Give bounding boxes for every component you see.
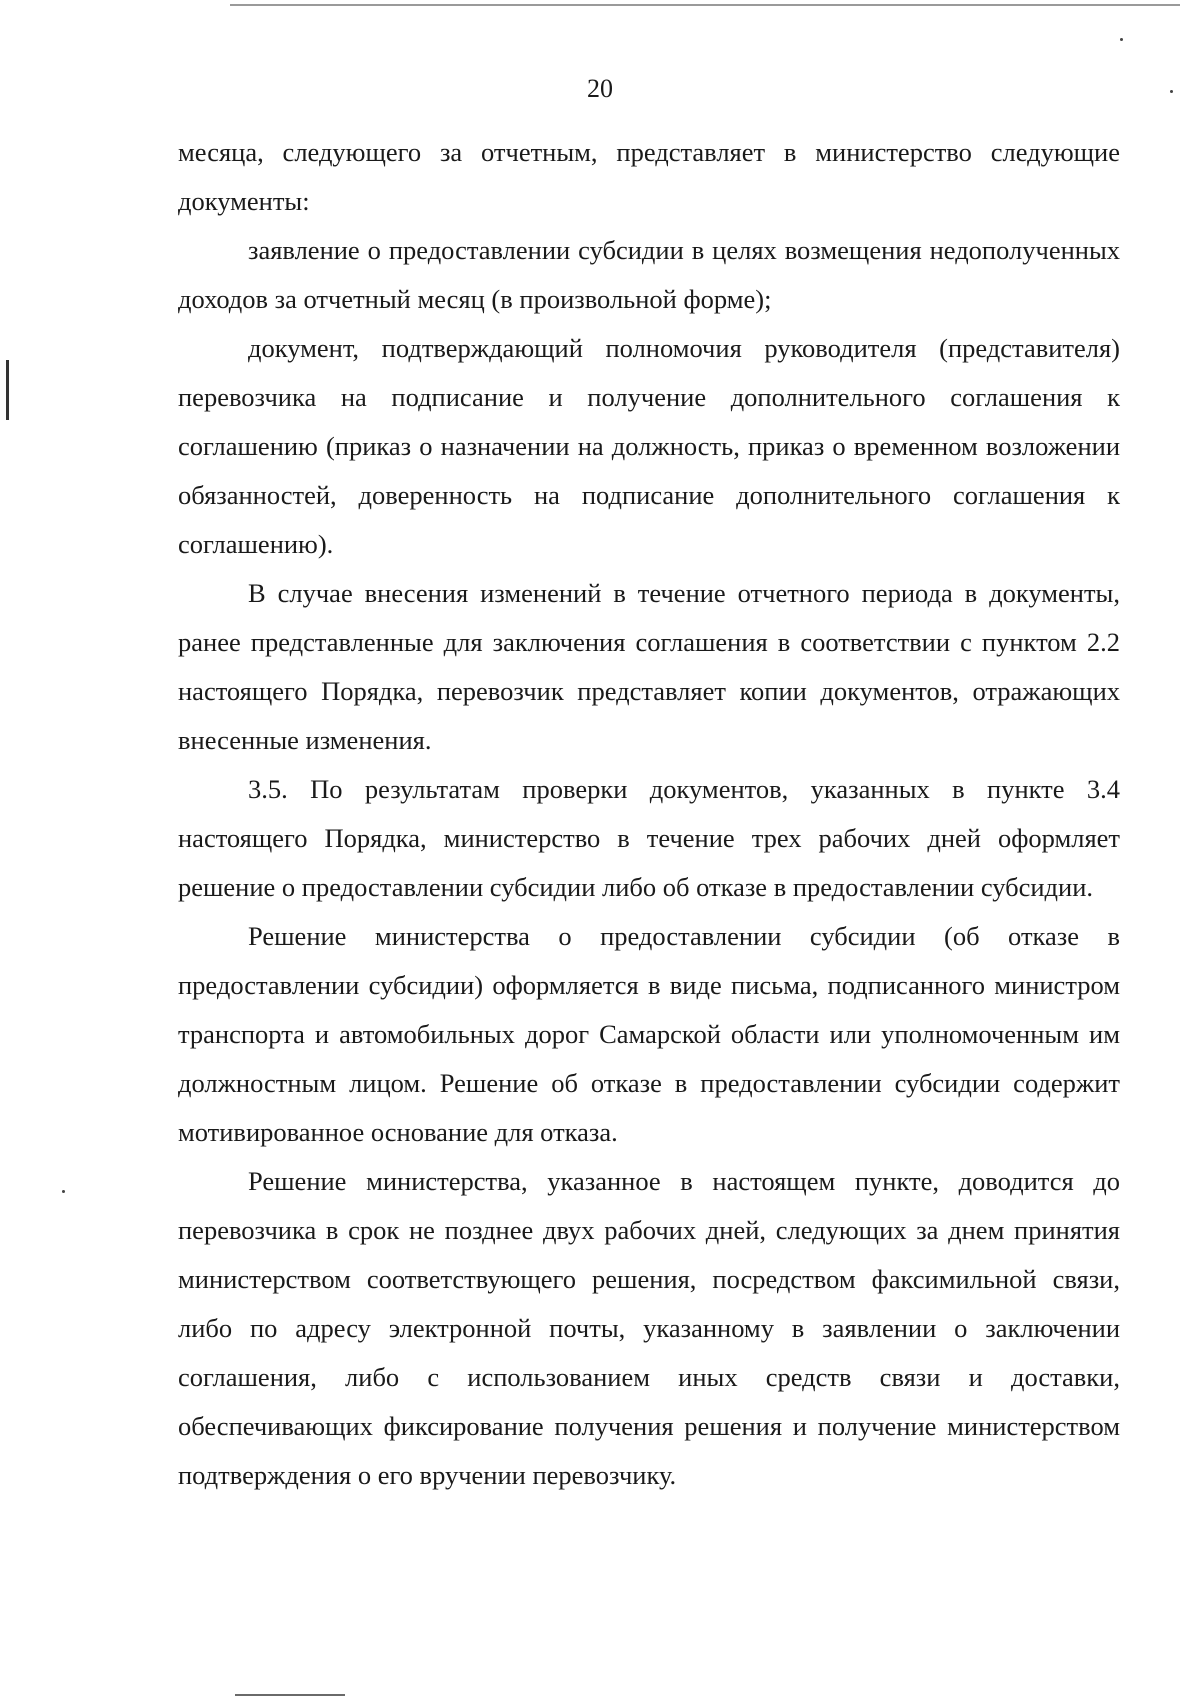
scan-artifact-left-edge: [6, 360, 9, 420]
scan-artifact-top-line: [230, 4, 1180, 6]
paragraph-decision-delivery: Решение министерства, указанное в настоящем пункте, доводится до перевозчика в срок не позднее двух рабочих дней, следующих за днем принятия министерством соответствующего решения, посредством факсимильной связи, либо по адресу электронной почты, указанному в заявлении о заключении соглашения, либо с использованием иных средств связи и доставки, обеспечивающих фиксирование получения решения и получение министерством подтверждения о его вручении перевозчику.: [178, 1166, 1120, 1490]
paragraph-application-item: заявление о предоставлении субсидии в целях возмещения недополученных доходов за отчетный месяц (в произвольной форме);: [178, 235, 1120, 314]
document-body: [178, 128, 1120, 1500]
paragraph-clause-3-5: 3.5. По результатам проверки документов, указанных в пункте 3.4 настоящего Порядка, министерство в течение трех рабочих дней оформляет решение о предоставлении субсидии либо об отказе в предоставлении субсидии.: [178, 774, 1120, 902]
scan-artifact-bottom-line: [235, 1694, 345, 1696]
paragraph-authority-document-item: документ, подтверждающий полномочия руководителя (представителя) перевозчика на подписание и получение дополнительного соглашения к соглашению (приказ о назначении на должность, приказ о временном возложении обязанностей, доверенность на подписание дополнительного соглашения к соглашению).: [178, 333, 1120, 559]
paragraph-continuation: месяца, следующего за отчетным, представляет в министерство следующие документы:: [178, 137, 1120, 216]
paragraph-changes-in-documents: В случае внесения изменений в течение отчетного периода в документы, ранее представленные для заключения соглашения в соответствии с пунктом 2.2 настоящего Порядка, перевозчик представляет копии документов, отражающих внесенные изменения.: [178, 578, 1120, 755]
scan-speck: [1120, 38, 1123, 41]
scan-speck: [62, 1190, 65, 1193]
paragraph-decision-format: Решение министерства о предоставлении субсидии (об отказе в предоставлении субсидии) оформляется в виде письма, подписанного министром транспорта и автомобильных дорог Самарской области или уполномоченным им должностным лицом. Решение об отказе в предоставлении субсидии содержит мотивированное основание для отказа.: [178, 921, 1120, 1147]
page-number: 20: [587, 74, 613, 103]
